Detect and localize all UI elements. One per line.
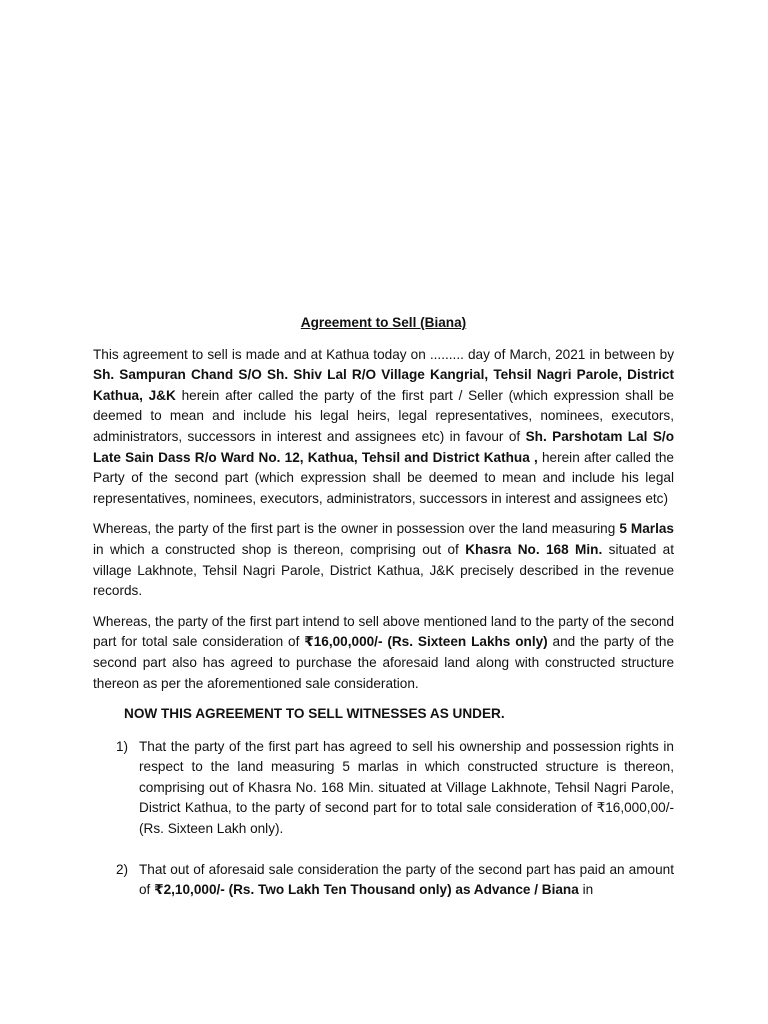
- list-number: 2): [116, 861, 129, 877]
- paragraph-ownership: [93, 519, 674, 601]
- list-item-text: That the party of the first part has agreed to sell his ownership and possession rights in respect to the land measuring 5 marlas in which constructed structure is thereon, comprising out of Khasra No. 168 Min. situated at Village Lakhnote, Tehsil Nagri Parole, District Kathua, to the party of second part for to total sale consideration of ₹16,000,00/- (Rs. Sixteen Lakh only).: [139, 738, 674, 837]
- list-item-text: That out of aforesaid sale consideration the party of the second part has paid an amount of: [139, 861, 674, 898]
- list-item: [93, 860, 674, 901]
- paragraph-text: in which a constructed shop is thereon, comprising out of: [93, 541, 466, 557]
- khasra-number: Khasra No. 168 Min.: [465, 541, 603, 557]
- advance-amount: ₹2,10,000/- (Rs. Two Lakh Ten Thousand only) as Advance / Biana: [154, 882, 579, 898]
- paragraph-text: herein after called the party of the first part / Seller (which expression shall be deemed to mean and include his legal heirs, legal representatives, nominees, executors, administrators, successors in interest and assignees etc) in favour of: [93, 387, 674, 444]
- list-number: 1): [116, 738, 129, 754]
- land-measure: 5 Marlas: [619, 521, 674, 537]
- paragraph-text: Whereas, the party of the first part is the owner in possession over the land measuring: [93, 521, 620, 537]
- paragraph-text: herein after called the Party of the second part (which expression shall be deemed to mean and include his legal representatives, nominees, executors, administrators, successors in interest and assignees etc): [93, 449, 674, 506]
- document-title: Agreement to Sell (Biana): [300, 315, 467, 330]
- list-item-text: in: [578, 882, 594, 898]
- seller-name: Sh. Sampuran Chand S/O Sh. Shiv Lal R/O Village Kangrial, Tehsil Nagri Parole, District Kathua, J&K: [93, 367, 674, 403]
- paragraph-text: This agreement to sell is made and at Kathua today on ......... day of March, 2021 in between by: [93, 346, 674, 362]
- list-item: [93, 737, 674, 840]
- paragraph-parties: [93, 345, 674, 510]
- paragraph-text: Whereas, the party of the first part intend to sell above mentioned land to the party of the second part for total sale consideration of: [93, 613, 674, 650]
- paragraph-text: and the party of the second part also has agreed to purchase the aforesaid land along with constructed structure thereon as per the aforementioned sale consideration.: [93, 634, 675, 691]
- paragraph-consideration: [93, 612, 674, 694]
- sale-amount: ₹16,00,000/- (Rs. Sixteen Lakhs only): [304, 634, 548, 650]
- witness-heading: NOW THIS AGREEMENT TO SELL WITNESSES AS UNDER.: [124, 706, 505, 722]
- buyer-name: Sh. Parshotam Lal S/o Late Sain Dass R/o Ward No. 12, Kathua, Tehsil and District Kathua ,: [93, 428, 675, 465]
- paragraph-text: situated at village Lakhnote, Tehsil Nagri Parole, District Kathua, J&K precisely described in the revenue records.: [93, 541, 674, 599]
- document-body: [93, 313, 674, 901]
